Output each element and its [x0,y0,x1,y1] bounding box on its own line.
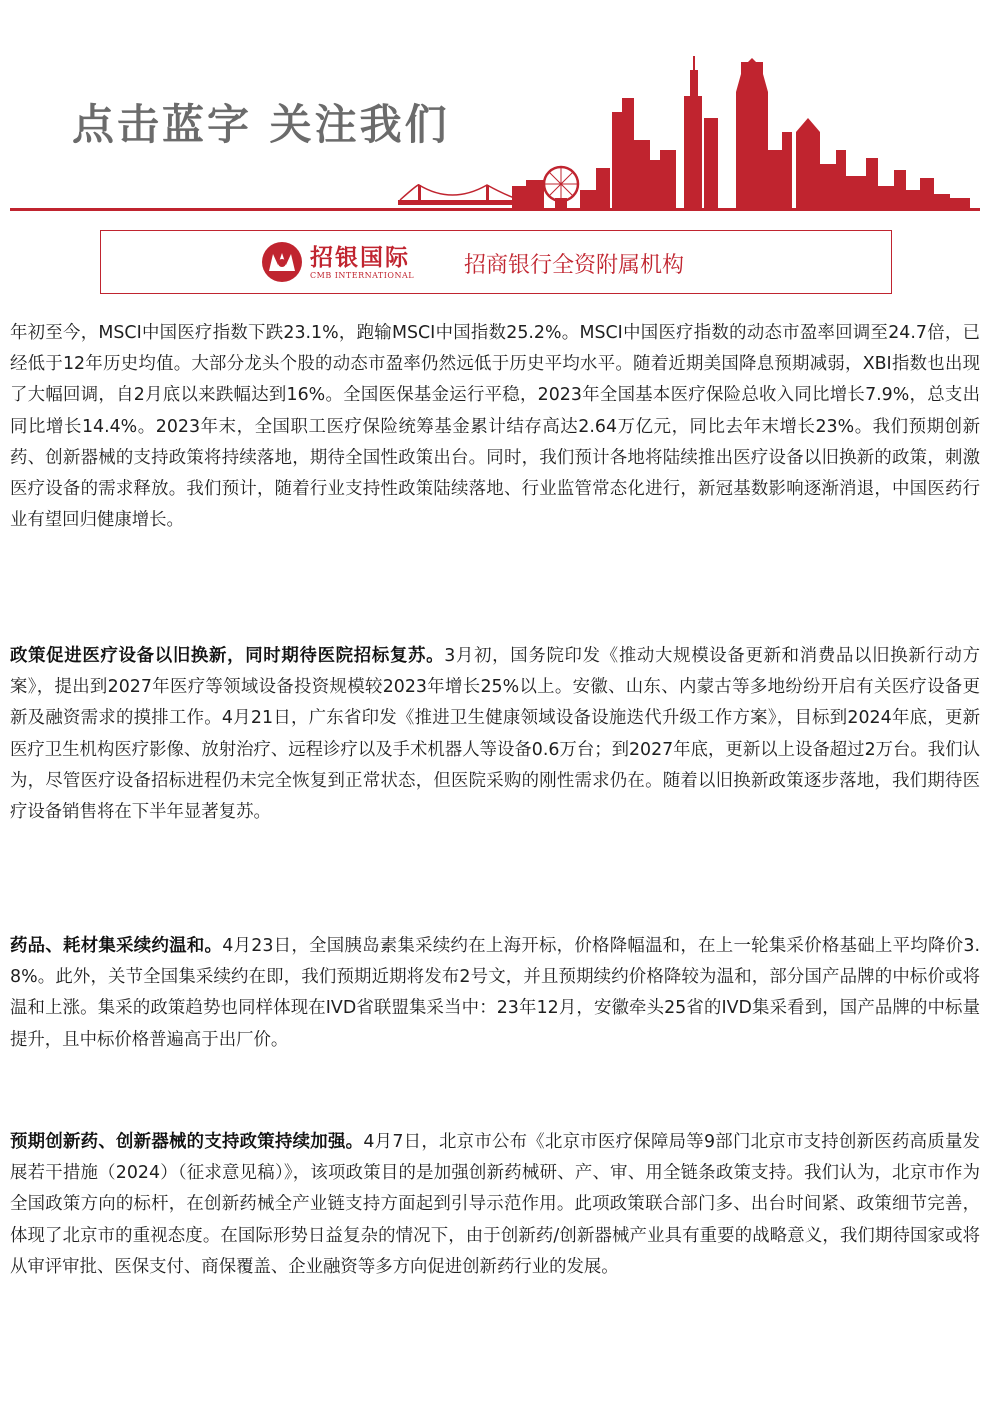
logo-chinese-name: 招银国际 [310,244,410,271]
paragraph-lead: 药品、耗材集采续约温和。 [10,936,223,956]
paragraph-overview [10,318,980,536]
paragraph-text [10,641,980,828]
cmb-logo-icon [261,241,303,283]
city-skyline-icon [0,0,992,215]
paragraph-text [10,931,980,1056]
header-title: 点击蓝字 关注我们 [72,100,450,149]
paragraph-equipment-policy [10,641,980,828]
paragraph-body: 3月初，国务院印发《推动大规模设备更新和消费品以旧换新行动方案》，提出到2027年医疗等领域设备投资规模较2023年增长25%以上。安徽、山东、内蒙古等多地纷纷开启有关医疗设备更新及融资需求的摸排工作。4月21日，广东省印发《推进卫生健康领域设备设施迭代升级工作方案》，目标到2024年底，更新医疗卫生机构医疗影像、放射治疗、远程诊疗以及手术机器人等设备0.6万台；到2027年底，更新以上设备超过2万台。我们认为，尽管医疗设备招标进程仍未完全恢复到正常状态，但医院采购的刚性需求仍在。随着以旧换新政策逐步落地，我们期待医疗设备销售将在下半年显著复苏。 [10,646,980,823]
paragraph-body: 年初至今，MSCI中国医疗指数下跌23.1%，跑输MSCI中国指数25.2%。MSCI中国医疗指数的动态市盈率回调至24.7倍，已经低于12年历史均值。大部分龙头个股的动态市盈率仍然远低于历史平均水平。随着近期美国降息预期减弱，XBI指数也出现了大幅回调，自2月底以来跌幅达到16%。全国医保基金运行平稳，2023年全国基本医疗保险总收入同比增长7.9%，总支出同比增长14.4%。2023年末，全国职工医疗保险统筹基金累计结存高达2.64万亿元，同比去年末增长23%。我们预期创新药、创新器械的支持政策将持续落地，期待全国性政策出台。同时，我们预计各地将陆续推出医疗设备以旧换新的政策，刺激医疗设备的需求释放。我们预计，随着行业支持性政策陆续落地、行业监管常态化进行，新冠基数影响逐渐消退，中国医药行业有望回归健康增长。 [10,323,980,531]
paragraph-lead: 政策促进医疗设备以旧换新，同时期待医院招标复苏。 [10,646,445,666]
paragraph-innovation-support [10,1127,980,1283]
logo-english-name: CMB INTERNATIONAL [310,271,415,280]
paragraph-lead: 预期创新药、创新器械的支持政策持续加强。 [10,1132,364,1152]
page-header [0,0,992,215]
brand-banner [100,230,892,294]
paragraph-body: 4月7日，北京市公布《北京市医疗保障局等9部门北京市支持创新医药高质量发展若干措施（2024）（征求意见稿）》，该项政策目的是加强创新药械研、产、审、用全链条政策支持。我们认为，北京市作为全国政策方向的标杆，在创新药械全产业链支持方面起到引导示范作用。此项政策联合部门多、出台时间紧、政策细节完善，体现了北京市的重视态度。在国际形势日益复杂的情况下，由于创新药/创新器械产业具有重要的战略意义，我们期待国家或将从审评审批、医保支付、商保覆盖、企业融资等多方向促进创新药行业的发展。 [10,1132,980,1277]
paragraph-body: 4月23日，全国胰岛素集采续约在上海开标，价格降幅温和，在上一轮集采价格基础上平均降价3.8%。此外，关节全国集采续约在即，我们预期近期将发布2号文，并且预期续约价格降较为温和，部分国产品牌的中标价或将温和上涨。集采的政策趋势也同样体现在IVD省联盟集采当中：23年12月，安徽牵头25省的IVD集采看到，国产品牌的中标量提升，且中标价格普遍高于出厂价。 [10,936,980,1050]
paragraph-text [10,1127,980,1283]
affiliation-text: 招商银行全资附属机构 [464,253,685,278]
paragraph-text [10,318,980,536]
paragraph-procurement [10,931,980,1056]
